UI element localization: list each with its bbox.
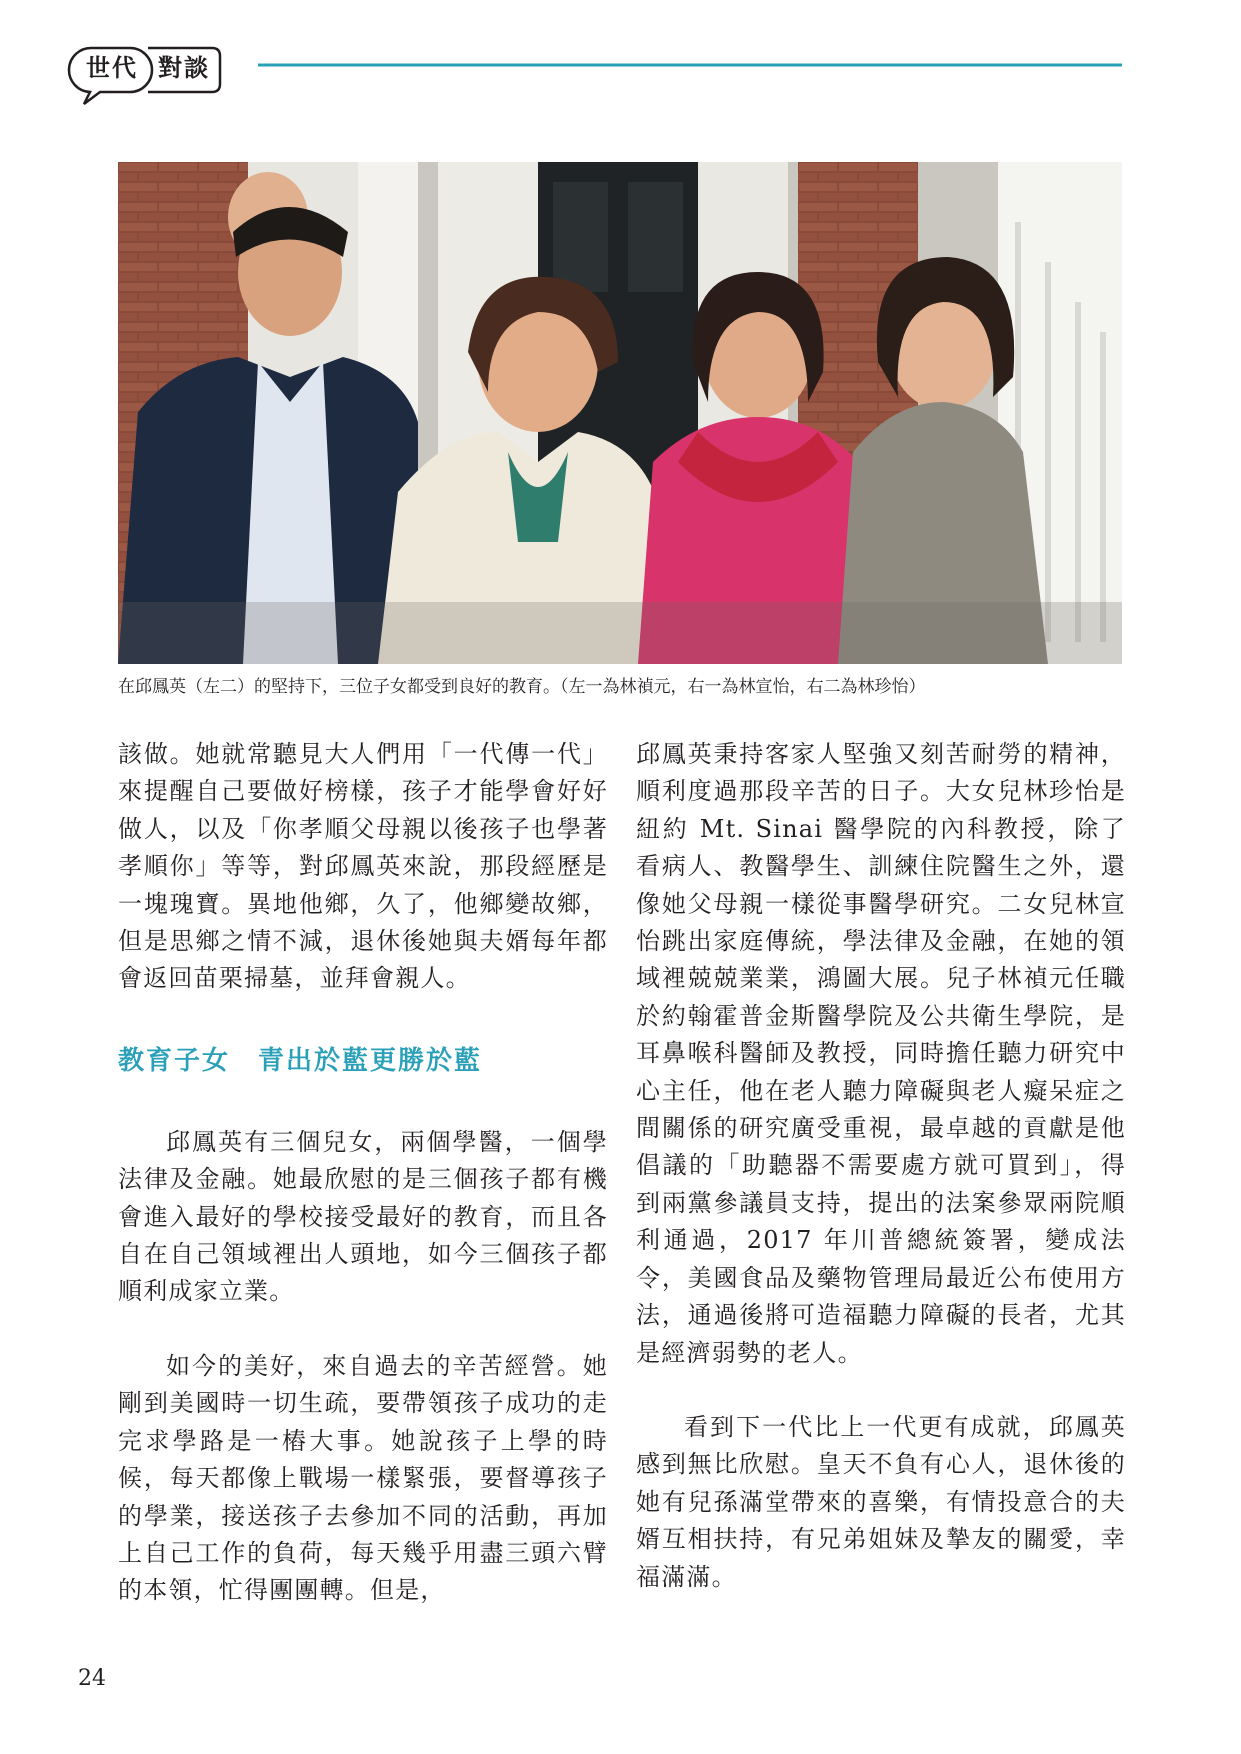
left-paragraph-2: 邱鳳英有三個兒女，兩個學醫，一個學法律及金融。她最欣慰的是三個孩子都有機會進入最好的學校接受最好的教育，而且各自在自己領域裡出人頭地，如今三個孩子都順利成家立業。 <box>118 1127 608 1306</box>
right-paragraph-2: 看到下一代比上一代更有成就，邱鳳英感到無比欣慰。皇天不負有心人，退休後的她有兒孫滿堂帶來的喜樂，有情投意合的夫婿互相扶持，有兄弟姐妹及摯友的關愛，幸福滿滿。 <box>636 1412 1126 1591</box>
left-paragraph-3: 如今的美好，來自過去的辛苦經營。她剛到美國時一切生疏，要帶領孩子成功的走完求學路是一樁大事。她說孩子上學的時候，每天都像上戰場一樣緊張，要督導孩子的學業，接送孩子去參加不同的活動，再加上自己工作的負荷，每天幾乎用盡三頭六臂的本領，忙得團團轉。但是， <box>118 1351 608 1605</box>
header-bubble-label: 世代 <box>86 54 138 82</box>
photo-caption: 在邱鳳英（左二）的堅持下，三位子女都受到良好的教育。（左一為林禎元，右一為林宣怡，右二為林珍怡） <box>118 677 926 697</box>
left-column <box>118 736 608 1610</box>
section-heading: 教育子女 青出於藍更勝於藍 <box>118 1045 483 1076</box>
family-photo-illustration <box>118 162 1122 664</box>
page-header <box>0 0 1241 120</box>
page-number: 24 <box>78 1666 106 1691</box>
right-paragraph-1: 邱鳳英秉持客家人堅強又刻苦耐勞的精神，順利度過那段辛苦的日子。大女兒林珍怡是紐約 Mt. Sinai 醫學院的內科教授，除了看病人、教醫學生、訓練住院醫生之外，還像她父母親一樣從事醫學研究。二女兒林宣怡跳出家庭傳統，學法律及金融，在她的領域裡兢兢業業，鴻圖大展。兒子林禎元任職於約翰霍普金斯醫學院及公共衛生學院，是耳鼻喉科醫師及教授，同時擔任聽力研究中心主任，他在老人聽力障礙與老人癡呆症之間關係的研究廣受重視，最卓越的貢獻是他倡議的「助聽器不需要處方就可買到」，得到兩黨參議員支持，提出的法案參眾兩院順利通過，2017 年川普總統簽署，變成法令，美國食品及藥物管理局最近公布使用方法，通過後將可造福聽力障礙的長者，尤其是經濟弱勢的老人。 <box>636 740 1126 1367</box>
left-paragraph-1: 該做。她就常聽見大人們用「一代傳一代」來提醒自己要做好榜樣，孩子才能學會好好做人，以及「你孝順父母親以後孩子也學著孝順你」等等，對邱鳳英來說，那段經歷是一塊瑰寶。異地他鄉，久了，他鄉變故鄉，但是思鄉之情不減，退休後她與夫婿每年都會返回苗栗掃墓，並拜會親人。 <box>118 740 608 993</box>
header-title: 對談 <box>158 54 210 82</box>
family-photo <box>118 162 1122 664</box>
right-column <box>636 736 1126 1596</box>
